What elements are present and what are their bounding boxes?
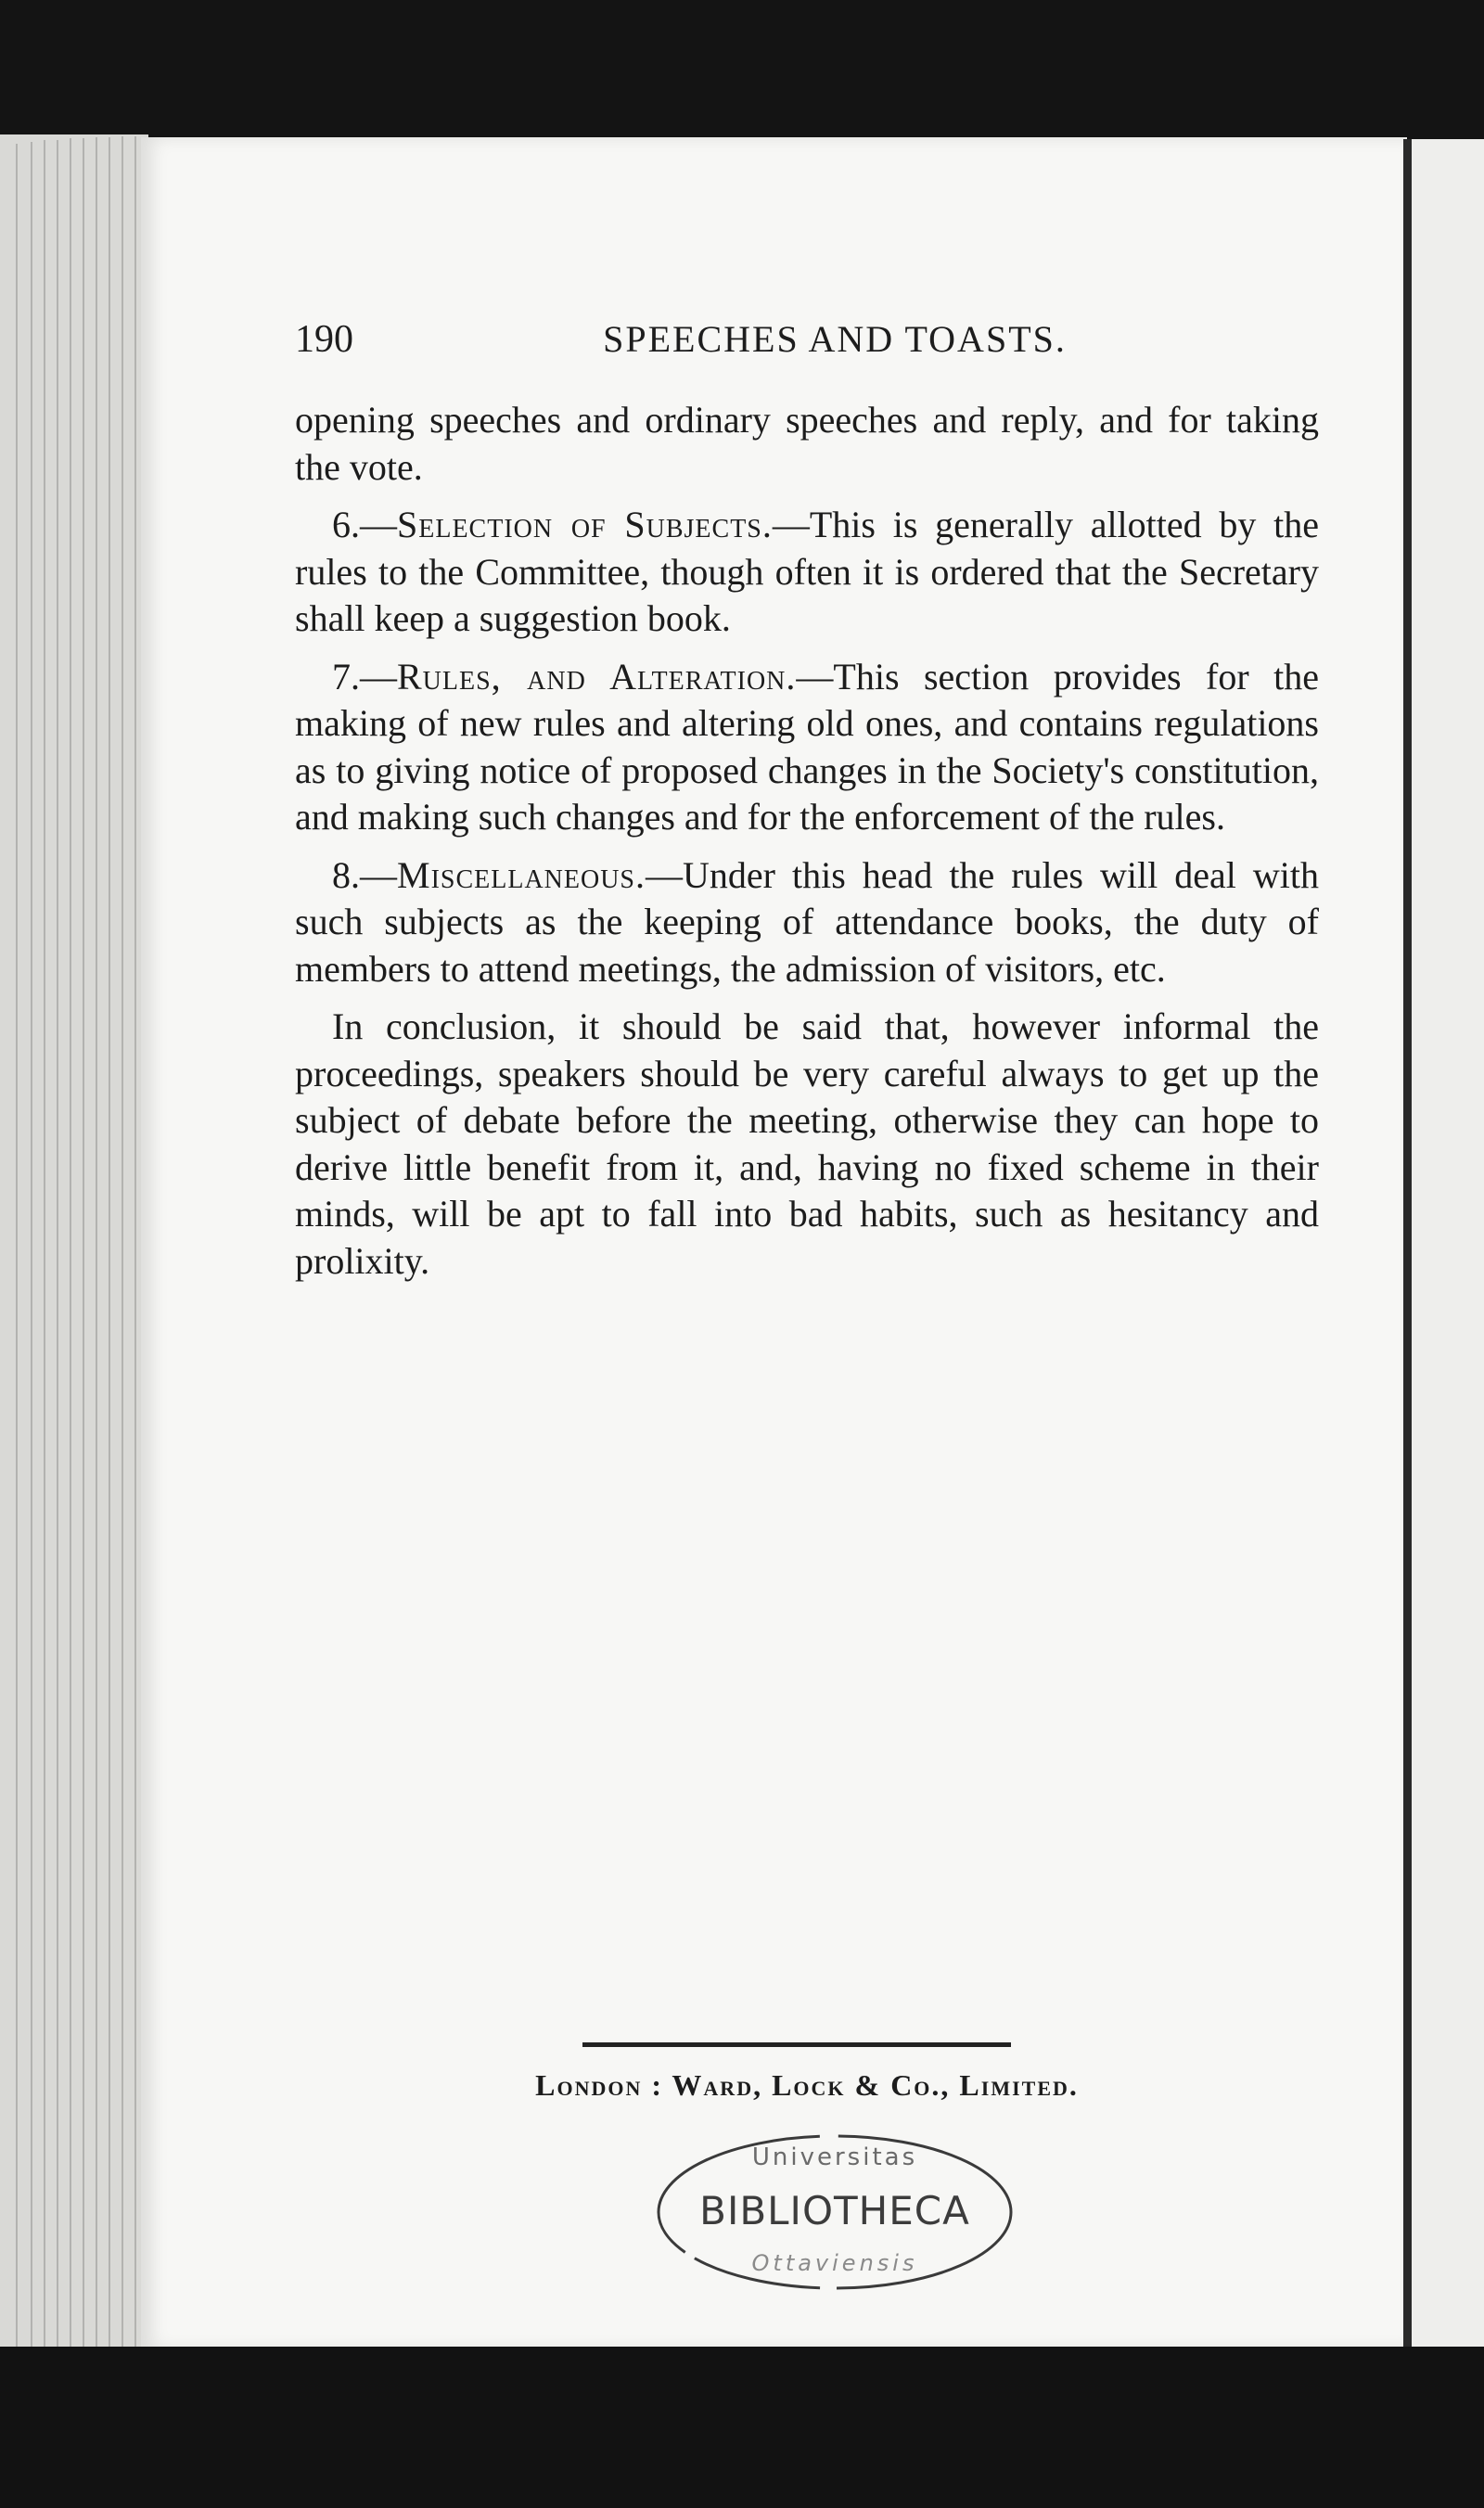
stamp-bottom-text: Ottaviensis bbox=[751, 2250, 918, 2276]
section-text: —Under this head the rules will deal with such subjects as the keeping of attendance books, the duty of members to attend meetings, the admission of visitors, etc. bbox=[295, 853, 1319, 990]
section-number: 6.— bbox=[332, 504, 397, 545]
running-head: SPEECHES AND TOASTS. bbox=[603, 318, 1067, 360]
adjacent-page-edge bbox=[1412, 139, 1484, 2347]
publisher-imprint: London : Ward, Lock & Co., Limited. bbox=[535, 2068, 1079, 2102]
scan-background bbox=[0, 2347, 1484, 2508]
section-number: 8.— bbox=[332, 853, 397, 896]
section-heading: Selection of Subjects. bbox=[397, 504, 773, 545]
imprint-rule bbox=[582, 2042, 1011, 2047]
page-number: 190 bbox=[295, 318, 353, 361]
section-heading: Miscellaneous. bbox=[397, 853, 646, 896]
page-body bbox=[295, 397, 1319, 1296]
paragraph-conclusion: In conclusion, it should be said that, however informal the proceedings, speakers should be very careful always to get up the subject of debate before the meeting, otherwise they can hope to derive little benefit from it, and, having no fixed scheme in their minds, will be apt to fall into bad habits, such as hesitancy and prolixity. bbox=[295, 1005, 1319, 1282]
page-header bbox=[295, 317, 1319, 373]
paragraph-continued: opening speeches and ordinary speeches and reply, and for taking the vote. bbox=[295, 399, 1319, 488]
book-gutter bbox=[1403, 139, 1412, 2347]
section-text: —This section provides for the making of new rules and altering old ones, and contains regulations as to giving notice of proposed changes in the Society's constitution, and making such changes and for the enforcement of the rules. bbox=[295, 655, 1319, 838]
stamp-top-text: Universitas bbox=[751, 2143, 918, 2171]
library-stamp bbox=[649, 2124, 1020, 2300]
paragraph-rules-and-alteration bbox=[295, 654, 1319, 841]
page-edges-texture bbox=[0, 134, 148, 2356]
section-heading: Rules, and Alteration. bbox=[397, 655, 797, 697]
paragraph-miscellaneous bbox=[295, 852, 1319, 993]
section-number: 7.— bbox=[332, 655, 397, 697]
section-text: —This is generally allotted by the rules to the Committee, though often it is ordered that the Secretary shall keep a suggestion book. bbox=[295, 504, 1319, 639]
paragraph-selection-of-subjects bbox=[295, 502, 1319, 643]
stamp-middle-text: BIBLIOTHECA bbox=[699, 2188, 970, 2233]
